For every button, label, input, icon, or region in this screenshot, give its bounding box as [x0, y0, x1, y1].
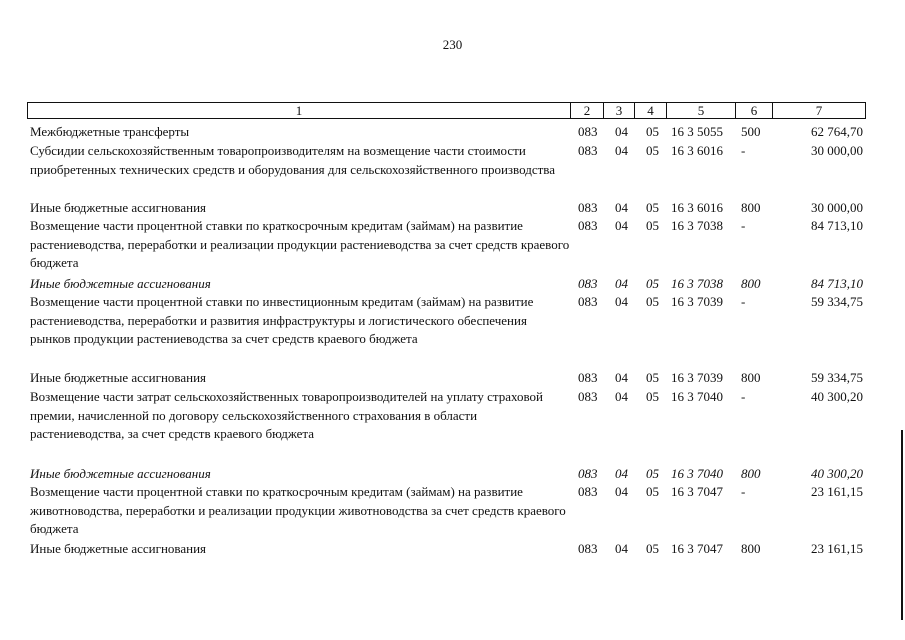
row-amount: 23 161,15: [811, 541, 863, 556]
row-amount: 30 000,00: [811, 143, 863, 158]
row-name: Иные бюджетные ассигнования: [30, 466, 211, 481]
row-expense-type: -: [741, 484, 746, 499]
row-expense-type: -: [741, 389, 746, 404]
row-expense-type: 800: [741, 541, 761, 556]
row-section: 04: [615, 389, 628, 404]
row-amount: 84 713,10: [811, 276, 863, 291]
row-target-article: 16 3 7040: [671, 466, 723, 481]
row-expense-type: 800: [741, 466, 761, 481]
row-ministry: 083: [578, 276, 598, 291]
row-subsection: 05: [646, 466, 659, 481]
row-amount: 30 000,00: [811, 200, 863, 215]
row-name: Иные бюджетные ассигнования: [30, 370, 207, 385]
row-ministry: 083: [578, 389, 598, 404]
row-target-article: 16 3 6016: [671, 200, 723, 215]
header-col-5: 5: [666, 103, 735, 118]
row-ministry: 083: [578, 294, 598, 309]
row-amount: 40 300,20: [811, 466, 863, 481]
row-target-article: 16 3 6016: [671, 143, 723, 158]
row-target-article: 16 3 7038: [671, 276, 723, 291]
row-expense-type: -: [741, 218, 746, 233]
header-col-1: 1: [295, 103, 303, 118]
row-name: Возмещение части процентной ставки по инвестиционным кредитам (займам) на развитие растениеводства, переработки и развития инфраструктуры и логистического обеспечения рынков продукции растениеводства за счет средств краевого бюджета: [30, 294, 534, 347]
row-name: Иные бюджетные ассигнования: [30, 200, 207, 215]
row-subsection: 05: [646, 200, 659, 215]
row-expense-type: 500: [741, 124, 761, 139]
row-ministry: 083: [578, 466, 598, 481]
row-subsection: 05: [646, 541, 659, 556]
row-name: Возмещение части затрат сельскохозяйственных товаропроизводителей на уплату страховой премии, начисленной по договору сельскохозяйственного страхования в области растениеводства, за счет средств краевого бюджета: [30, 389, 544, 442]
row-subsection: 05: [646, 143, 659, 158]
row-subsection: 05: [646, 389, 659, 404]
row-ministry: 083: [578, 484, 598, 499]
row-section: 04: [615, 200, 628, 215]
row-name: Возмещение части процентной ставки по краткосрочным кредитам (займам) на развитие растениеводства, переработки и реализации продукции растениеводства за счет средств краевого бюджета: [30, 218, 570, 271]
row-ministry: 083: [578, 218, 598, 233]
row-expense-type: 800: [741, 370, 761, 385]
row-target-article: 16 3 7039: [671, 370, 723, 385]
row-name: Иные бюджетные ассигнования: [30, 541, 207, 556]
row-subsection: 05: [646, 294, 659, 309]
row-amount: 23 161,15: [811, 484, 863, 499]
row-section: 04: [615, 124, 628, 139]
row-ministry: 083: [578, 143, 598, 158]
row-amount: 59 334,75: [811, 370, 863, 385]
row-ministry: 083: [578, 200, 598, 215]
row-target-article: 16 3 7038: [671, 218, 723, 233]
row-target-article: 16 3 7040: [671, 389, 723, 404]
row-subsection: 05: [646, 484, 659, 499]
row-ministry: 083: [578, 541, 598, 556]
row-name: Иные бюджетные ассигнования: [30, 276, 211, 291]
row-section: 04: [615, 143, 628, 158]
row-name: Возмещение части процентной ставки по краткосрочным кредитам (займам) на развитие животноводства, переработки и реализации продукции животноводства за счет средств краевого бюджета: [30, 484, 566, 537]
row-subsection: 05: [646, 276, 659, 291]
row-target-article: 16 3 7047: [671, 541, 723, 556]
row-amount: 84 713,10: [811, 218, 863, 233]
row-ministry: 083: [578, 370, 598, 385]
row-subsection: 05: [646, 218, 659, 233]
table-header: [27, 102, 866, 119]
row-target-article: 16 3 7047: [671, 484, 723, 499]
page-number: 230: [442, 37, 463, 52]
header-col-2: 2: [570, 103, 603, 118]
row-amount: 62 764,70: [811, 124, 863, 139]
row-target-article: 16 3 7039: [671, 294, 723, 309]
row-section: 04: [615, 484, 628, 499]
row-section: 04: [615, 218, 628, 233]
row-ministry: 083: [578, 124, 598, 139]
row-subsection: 05: [646, 124, 659, 139]
row-section: 04: [615, 294, 628, 309]
row-expense-type: -: [741, 143, 746, 158]
row-target-article: 16 3 5055: [671, 124, 723, 139]
row-name: Межбюджетные трансферты: [30, 124, 190, 139]
row-name: Субсидии сельскохозяйственным товаропроизводителям на возмещение части стоимости приобретенных технических средств и оборудования для сельскохозяйственного производства: [30, 143, 556, 177]
row-expense-type: 800: [741, 200, 761, 215]
header-col-7: 7: [772, 103, 865, 118]
header-col-6: 6: [735, 103, 772, 118]
scan-edge-line: [901, 430, 903, 620]
row-amount: 59 334,75: [811, 294, 863, 309]
row-section: 04: [615, 276, 628, 291]
row-subsection: 05: [646, 370, 659, 385]
header-col-4: 4: [634, 103, 666, 118]
row-amount: 40 300,20: [811, 389, 863, 404]
row-section: 04: [615, 541, 628, 556]
row-section: 04: [615, 370, 628, 385]
row-section: 04: [615, 466, 628, 481]
row-expense-type: 800: [741, 276, 761, 291]
row-expense-type: -: [741, 294, 746, 309]
header-col-3: 3: [603, 103, 634, 118]
